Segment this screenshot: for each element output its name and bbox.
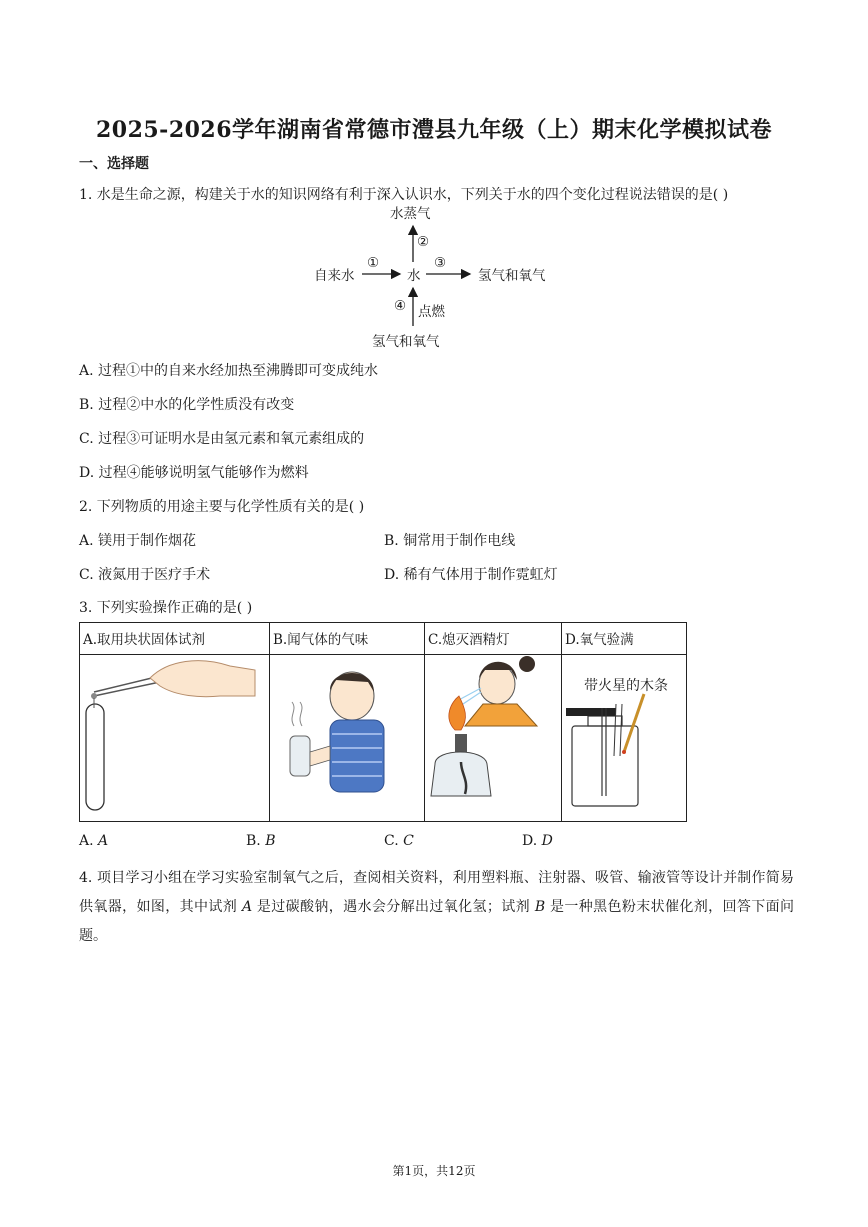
step-3-marker: ③ (434, 255, 447, 271)
page-number-footer: 第1页，共12页 (392, 1164, 476, 1178)
tweezers-test-tube-illustration (80, 656, 268, 820)
q3-answer-b: B. B (246, 833, 276, 849)
diagram-arrows (300, 200, 570, 350)
diagram-left-label: 自来水 (314, 268, 355, 284)
q2-stem: 2. 下列物质的用途主要与化学性质有关的是( ) (79, 499, 365, 515)
oxygen-test-illustration (562, 656, 684, 820)
experiment-table (79, 622, 687, 822)
q1-option-b: B. 过程②中水的化学性质没有改变 (79, 397, 295, 413)
q2-option-c: C. 液氮用于医疗手术 (79, 567, 211, 583)
q1-option-a: A. 过程①中的自来水经加热至沸腾即可变成纯水 (79, 363, 379, 379)
cell-c-header: C.熄灭酒精灯 (425, 623, 561, 655)
q1-option-c: C. 过程③可证明水是由氢元素和氧元素组成的 (79, 431, 365, 447)
experiment-cell-b (270, 623, 425, 821)
diagram-right-label: 氢气和氧气 (478, 268, 546, 284)
experiment-cell-d (562, 623, 686, 821)
q3-answer-c: C. C (384, 833, 414, 849)
diagram-bottom-label: 氢气和氧气 (372, 334, 440, 350)
q2-option-b: B. 铜常用于制作电线 (384, 533, 516, 549)
section-heading: 一、选择题 (79, 156, 149, 172)
cell-a-header: A.取用块状固体试剂 (80, 623, 269, 655)
cell-d-header: D.氧气验满 (562, 623, 686, 655)
page-title: 2025-2026学年湖南省常德市澧县九年级（上）期末化学模拟试卷 (95, 117, 773, 143)
smelling-gas-illustration (270, 656, 423, 820)
experiment-cell-a (80, 623, 270, 821)
q1-option-d: D. 过程④能够说明氢气能够作为燃料 (79, 465, 309, 481)
step-1-marker: ① (367, 255, 380, 271)
step-2-marker: ② (417, 234, 430, 250)
experiment-cell-c (425, 623, 562, 821)
q1-stem: 1. 水是生命之源，构建关于水的知识网络有利于深入认识水，下列关于水的四个变化过程说法错误的是( ) (79, 187, 729, 203)
diagram-center-label: 水 (407, 268, 421, 284)
ignite-condition-label: 点燃 (418, 304, 445, 320)
q3-answer-d: D. D (522, 833, 553, 849)
q2-option-d: D. 稀有气体用于制作霓虹灯 (384, 567, 558, 583)
q4-stem: 4. 项目学习小组在学习实验室制氧气之后，查阅相关资料，利用塑料瓶、注射器、吸管、输液管等设计并制作简易供氧器，如图，其中试剂 A 是过碳酸钠，遇水会分解出过氧化氢；试剂 B 是一种黑色粉末状催化剂，回答下面问题。 (79, 870, 795, 944)
q3-stem: 3. 下列实验操作正确的是( ) (79, 600, 253, 616)
cell-b-header: B.闻气体的气味 (270, 623, 424, 655)
water-knowledge-diagram (300, 200, 570, 350)
q3-answer-a: A. A (79, 833, 109, 849)
step-4-marker: ④ (394, 298, 407, 314)
diagram-top-label: 水蒸气 (390, 206, 431, 222)
q2-option-a: A. 镁用于制作烟花 (79, 533, 197, 549)
alcohol-lamp-illustration (425, 656, 560, 820)
glowing-splint-label: 带火星的木条 (584, 678, 668, 694)
